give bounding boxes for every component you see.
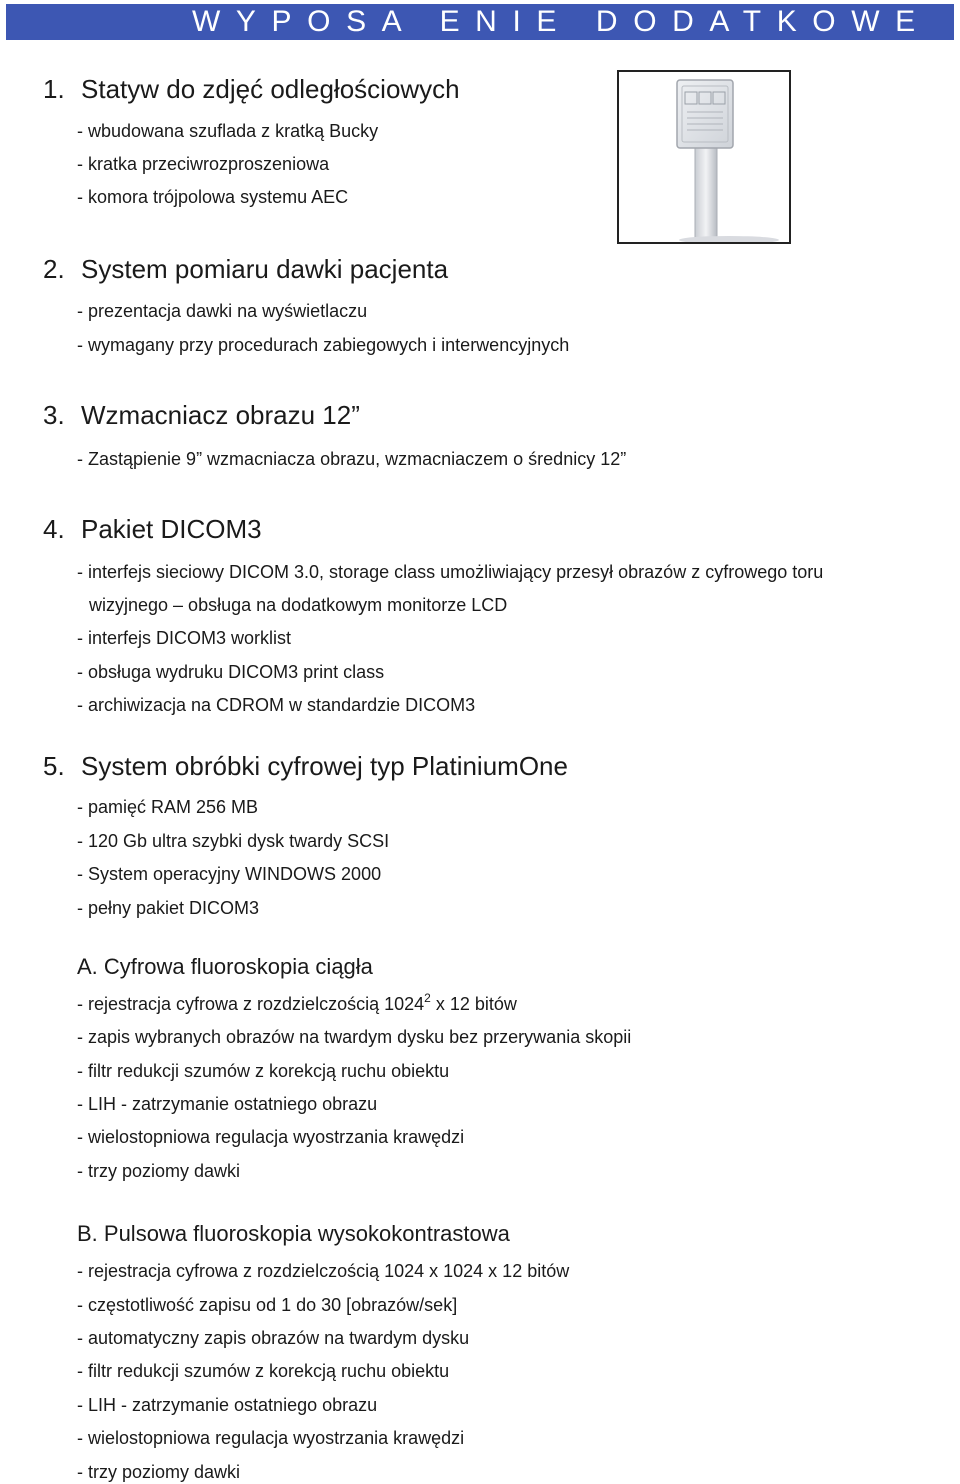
list-item-continuation: wizyjnego – obsługa na dodatkowym monitorze LCD [89, 595, 508, 615]
section-heading [43, 399, 360, 431]
list-item-text: x 12 bitów [430, 994, 517, 1014]
list-item: - pamięć RAM 256 MB [77, 797, 259, 817]
bucky-stand-illustration [619, 72, 789, 242]
section-title: Statyw do zdjęć odległościowych [81, 74, 460, 104]
subsection-heading: A. Cyfrowa fluoroskopia ciągła [77, 954, 373, 979]
section-title: System pomiaru dawki pacjenta [81, 254, 449, 284]
list-item: - komora trójpolowa systemu AEC [77, 187, 349, 207]
list-item: - prezentacja dawki na wyświetlaczu [77, 301, 368, 321]
list-item: - kratka przeciwrozproszeniowa [77, 154, 330, 174]
list-item: - System operacyjny WINDOWS 2000 [77, 864, 382, 884]
list-item: - 120 Gb ultra szybki dysk twardy SCSI [77, 831, 390, 851]
section-number: 3. [43, 400, 65, 430]
section-title: System obróbki cyfrowej typ PlatiniumOne [81, 751, 568, 781]
list-item: - interfejs sieciowy DICOM 3.0, storage class umożliwiający przesył obrazów z cyfrowego toru [77, 562, 824, 582]
section-heading [43, 73, 460, 105]
list-item: - częstotliwość zapisu od 1 do 30 [obrazów/sek] [77, 1295, 458, 1315]
list-item: - obsługa wydruku DICOM3 print class [77, 662, 385, 682]
section-number: 2. [43, 254, 65, 284]
superscript: 2 [424, 991, 431, 1005]
list-item: - trzy poziomy dawki [77, 1161, 241, 1181]
list-item: - wymagany przy procedurach zabiegowych i interwencyjnych [77, 335, 570, 355]
list-item: - interfejs DICOM3 worklist [77, 628, 292, 648]
list-item: - zapis wybranych obrazów na twardym dysku bez przerywania skopii [77, 1027, 632, 1047]
list-item-text: - rejestracja cyfrowa z rozdzielczością 1024 [77, 994, 425, 1014]
list-item: - wielostopniowa regulacja wyostrzania krawędzi [77, 1127, 465, 1147]
list-item: - LIH - zatrzymanie ostatniego obrazu [77, 1094, 378, 1114]
list-item: - trzy poziomy dawki [77, 1462, 241, 1482]
list-item: - automatyczny zapis obrazów na twardym dysku [77, 1328, 470, 1348]
list-item: - rejestracja cyfrowa z rozdzielczością 1024 x 1024 x 12 bitów [77, 1261, 570, 1281]
section-number: 5. [43, 751, 65, 781]
title-bar [6, 4, 954, 40]
page-title: WYPOSA ENIE DODATKOWE [192, 5, 931, 38]
section-heading [43, 253, 448, 285]
list-item: - filtr redukcji szumów z korekcją ruchu obiektu [77, 1361, 450, 1381]
list-item [77, 993, 517, 1015]
list-item: - wbudowana szuflada z kratką Bucky [77, 121, 379, 141]
section-heading [43, 750, 568, 782]
list-item: - archiwizacja na CDROM w standardzie DICOM3 [77, 695, 476, 715]
section-title: Wzmacniacz obrazu 12” [81, 400, 360, 430]
bucky-stand-photo [617, 70, 791, 244]
section-heading [43, 513, 262, 545]
list-item: - filtr redukcji szumów z korekcją ruchu obiektu [77, 1061, 450, 1081]
list-item: - wielostopniowa regulacja wyostrzania krawędzi [77, 1428, 465, 1448]
section-number: 1. [43, 74, 65, 104]
list-item: - pełny pakiet DICOM3 [77, 898, 260, 918]
list-item: - Zastąpienie 9” wzmacniacza obrazu, wzmacniaczem o średnicy 12” [77, 449, 627, 469]
subsection-heading: B. Pulsowa fluoroskopia wysokokontrastowa [77, 1221, 510, 1246]
list-item: - LIH - zatrzymanie ostatniego obrazu [77, 1395, 378, 1415]
section-title: Pakiet DICOM3 [81, 514, 262, 544]
section-number: 4. [43, 514, 65, 544]
